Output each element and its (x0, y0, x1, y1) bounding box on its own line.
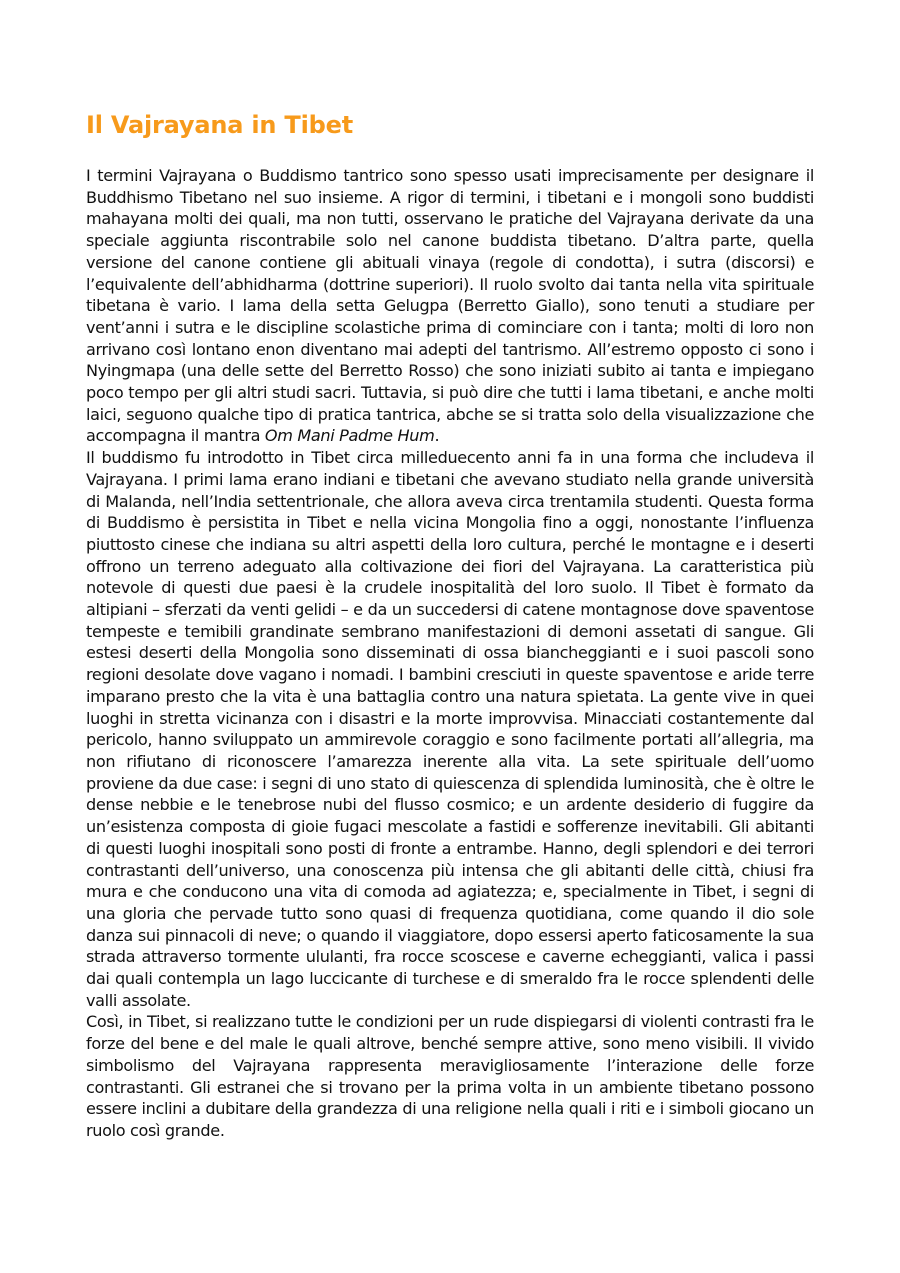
paragraph-intro-end: . (434, 426, 440, 446)
paragraph-history: Il buddismo fu introdotto in Tibet circa milleduecento anni fa in una forma che includeva il Vajrayana. I primi lama erano indiani e tibetani che avevano studiato nella grande università di Malanda, nell’India settentrionale, che allora aveva circa trentamila studenti. Questa forma di Buddismo è persistita in Tibet e nella vicina Mongolia fino a oggi, nonostante l’influenza piuttosto cinese che indiana su altri aspetti della loro cultura, perché le montagne e i deserti offrono un terreno adeguato alla coltivazione dei fiori del Vajrayana. La caratteristica più notevole di questi due paesi è la crudele inospitalità del loro suolo. Il Tibet è formato da altipiani – sferzati da venti gelidi – e da un succedersi di catene montagnose dove spaventose tempeste e temibili grandinate sembrano manifestazioni di demoni assetati di sangue. Gli estesi deserti della Mongolia sono disseminati di ossa biancheggianti e i suoi pascoli sono regioni desolate dove vagano i nomadi. I bambini cresciuti in queste spaventose e aride terre imparano presto che la vita è una battaglia contro una natura spietata. La gente vive in quei luoghi in stretta vicinanza con i disastri e la morte improvvisa. Minacciati costantemente dal pericolo, hanno sviluppato un ammirevole coraggio e sono facilmente portati all’allegria, ma non rifiutano di riconoscere l’amarezza inerente alla vita. La sete spirituale dell’uomo proviene da due case: i segni di uno stato di quiescenza di splendida luminosità, che è oltre le dense nebbie e le tenebrose nubi del flusso cosmico; e un ardente desiderio di fuggire da un’esistenza composta di gioie fugaci mescolate a fastidi e sofferenze inevitabili. Gli abitanti di questi luoghi inospitali sono posti di fronte a entrambe. Hanno, degli splendori e dei terrori contrastanti dell’universo, una conoscenza più intensa che gli abitanti delle città, chiusi fra mura e che conducono una vita di comoda ad agiatezza; e, specialmente in Tibet, i segni di una gloria che pervade tutto sono quasi di frequenza quotidiana, come quando il dio sole danza sui pinnacoli di neve; o quando il viaggiatore, dopo essersi aperto faticosamente la sua strada attraverso tormente ululanti, fra rocce scoscese e caverne echeggianti, valica i passi dai quali contempla un lago luccicante di turchese e di smeraldo fra le rocce splendenti delle valli assolate. (86, 448, 814, 1010)
paragraph-intro (86, 165, 814, 447)
document-page (86, 109, 814, 1142)
mantra-text: Om Mani Padme Hum (264, 426, 435, 446)
paragraph-intro-text: I termini Vajrayana o Buddismo tantrico sono spesso usati imprecisamente per designare il Buddhismo Tibetano nel suo insieme. A rigor di termini, i tibetani e i mongoli sono buddisti mahayana molti dei quali, ma non tutti, osservano le pratiche del Vajrayana derivate da una speciale aggiunta riscontrabile solo nel canone buddista tibetano. D’altra parte, quella versione del canone contiene gli abituali vinaya (regole di condotta), i sutra (discorsi) e l’equivalente dell’abhidharma (dottrine superiori). Il ruolo svolto dai tanta nella vita spirituale tibetana è vario. I lama della setta Gelugpa (Berretto Giallo), sono tenuti a studiare per vent’anni i sutra e le discipline scolastiche prima di cominciare con i tanta; molti di loro non arrivano così lontano enon diventano mai adepti del tantrismo. All’estremo opposto ci sono i Nyingmapa (una delle sette del Berretto Rosso) che sono iniziati subito ai tanta e impiegano poco tempo per gli altri studi sacri. Tuttavia, si può dire che tutti i lama tibetani, e anche molti laici, seguono qualche tipo di pratica tantrica, abche se si tratta solo della visualizzazione che accompagna il mantra (86, 166, 814, 446)
page-title: Il Vajrayana in Tibet (86, 111, 353, 139)
paragraph-conclusion: Così, in Tibet, si realizzano tutte le condizioni per un rude dispiegarsi di violenti contrasti fra le forze del bene e del male le quali altrove, benché sempre attive, sono meno visibili. Il vivido simbolismo del Vajrayana rappresenta meravigliosamente l’interazione delle forze contrastanti. Gli estranei che si trovano per la prima volta in un ambiente tibetano possono essere inclini a dubitare della grandezza di una religione nella quali i riti e i simboli giocano un ruolo così grande. (86, 1012, 814, 1140)
